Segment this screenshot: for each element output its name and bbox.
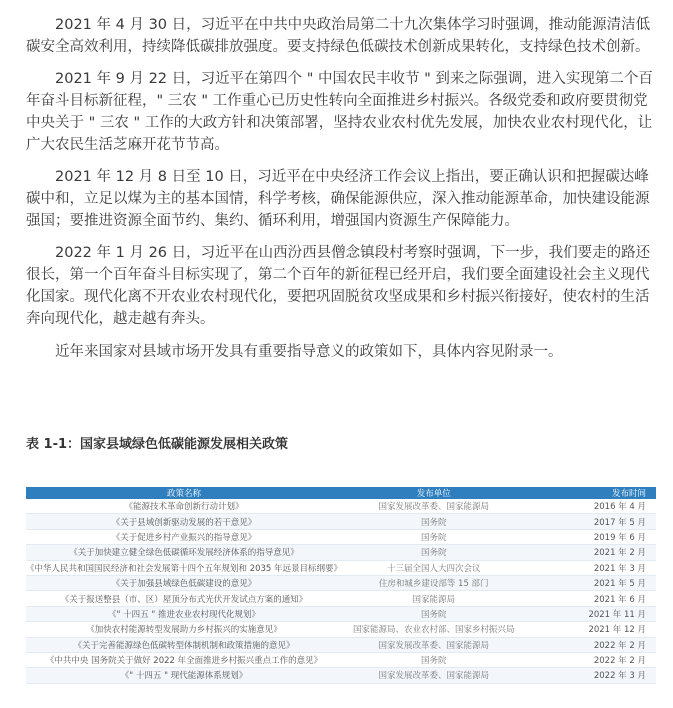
policy-issuer: 国家发展改革委、国家能源局 [342,499,525,514]
policy-issuer: 国务院 [342,529,525,544]
table-row [26,575,656,590]
table-row [26,652,656,667]
policy-date: 2021 年 11 月 [525,606,656,621]
policy-date: 2019 年 6 月 [525,529,656,544]
paragraph-2: 2021 年 9 月 22 日，习近平在第四个 " 中国农民丰收节 " 到来之际强调，进入实现第二个百年奋斗目标新征程，" 三农 " 工作重心已历史性转向全面推进乡村振兴。各级党委和政府要贯彻党中央关于 " 三农 " 工作的大政方针和决策部署，坚持农业农村优先发展，加快农业农村现代化，让广大农民生活芝麻开花节节高。 [26,71,653,153]
table-header-row [26,487,656,499]
policy-name: 《关于县域创新驱动发展的若干意见》 [26,514,342,529]
policy-name: 《关于促进乡村产业振兴的指导意见》 [26,529,342,544]
policy-issuer: 国家能源局 [342,591,525,606]
policy-date: 2021 年 2 月 [525,545,656,560]
table-row [26,606,656,621]
paragraph-5: 近年来国家对县域市场开发具有重要指导意义的政策如下，具体内容见附录一。 [55,344,563,360]
policy-issuer: 国家发展改革委、国家能源局 [342,637,525,652]
paragraph-1: 2021 年 4 月 30 日，习近平在中共中央政治局第二十九次集体学习时强调，推动能源清洁低碳安全高效利用，持续降低碳排放强度。要支持绿色低碳技术创新成果转化，支持绿色技术创新。 [26,17,651,55]
policy-date: 2021 年 5 月 [525,575,656,590]
header-issuer: 发布单位 [342,487,525,499]
policy-name: 《关于报送整县（市、区）屋顶分布式光伏开发试点方案的通知》 [26,591,342,606]
policy-date: 2021 年 6 月 [525,591,656,606]
header-policy-name: 政策名称 [26,487,342,499]
policy-name: 《中共中央 国务院关于做好 2022 年全面推进乡村振兴重点工作的意见》 [26,652,342,667]
table-row [26,637,656,652]
header-date: 发布时间 [525,487,656,499]
policy-date: 2022 年 2 月 [525,652,656,667]
policy-issuer: 国务院 [342,606,525,621]
policy-name: 《" 十四五 " 现代能源体系规划》 [26,668,342,683]
policy-date: 2022 年 2 月 [525,637,656,652]
policy-issuer: 国务院 [342,514,525,529]
policy-name: 《关于加强县域绿色低碳建设的意见》 [26,575,342,590]
policy-date: 2017 年 5 月 [525,514,656,529]
paragraph-4: 2022 年 1 月 26 日，习近平在山西汾西县僧念镇段村考察时强调，下一步，我们要走的路还很长，第一个百年奋斗目标实现了，第二个百年的新征程已经开启，我们要全面建设社会主义现代化国家。现代化离不开农业农村现代化，要把巩固脱贫攻坚成果和乡村振兴衔接好，使农村的生活奔向现代化，越走越有奔头。 [26,245,651,327]
policy-name: 《关于加快建立健全绿色低碳循环发展经济体系的指导意见》 [26,545,342,560]
policy-issuer: 十三届全国人大四次会议 [342,560,525,575]
policy-date: 2021 年 12 月 [525,622,656,637]
table-row [26,499,656,514]
policy-name: 《" 十四五 " 推进农业农村现代化规划》 [26,606,342,621]
policy-name: 《关于完善能源绿色低碳转型体制机制和政策措施的意见》 [26,637,342,652]
policy-date: 2021 年 3 月 [525,560,656,575]
policy-issuer: 国务院 [342,652,525,667]
policy-name: 《能源技术革命创新行动计划》 [26,499,342,514]
policy-date: 2022 年 3 月 [525,668,656,683]
policy-issuer: 国家发展改革委、国家能源局 [342,668,525,683]
policy-table [26,487,656,684]
table-row [26,529,656,544]
table-row [26,545,656,560]
table-row [26,591,656,606]
table-row [26,622,656,637]
table-row [26,514,656,529]
policy-name: 《中华人民共和国国民经济和社会发展第十四个五年规划和 2035 年远景目标纲要》 [26,560,342,575]
table-row [26,560,656,575]
table-row [26,668,656,683]
policy-issuer: 国务院 [342,545,525,560]
paragraph-3: 2021 年 12 月 8 日至 10 日，习近平在中央经济工作会议上指出，要正确认识和把握碳达峰碳中和，立足以煤为主的基本国情，科学考核，确保能源供应，深入推动能源革命，加快建设能源强国；要推进资源全面节约、集约、循环利用，增强国内资源生产保障能力。 [26,169,650,229]
policy-date: 2016 年 4 月 [525,499,656,514]
policy-name: 《加快农村能源转型发展助力乡村振兴的实施意见》 [26,622,342,637]
policy-issuer: 国家能源局、农业农村部、国家乡村振兴局 [342,622,525,637]
policy-issuer: 住房和城乡建设部等 15 部门 [342,575,525,590]
table-caption: 表 1-1：国家县域绿色低碳能源发展相关政策 [26,437,289,452]
